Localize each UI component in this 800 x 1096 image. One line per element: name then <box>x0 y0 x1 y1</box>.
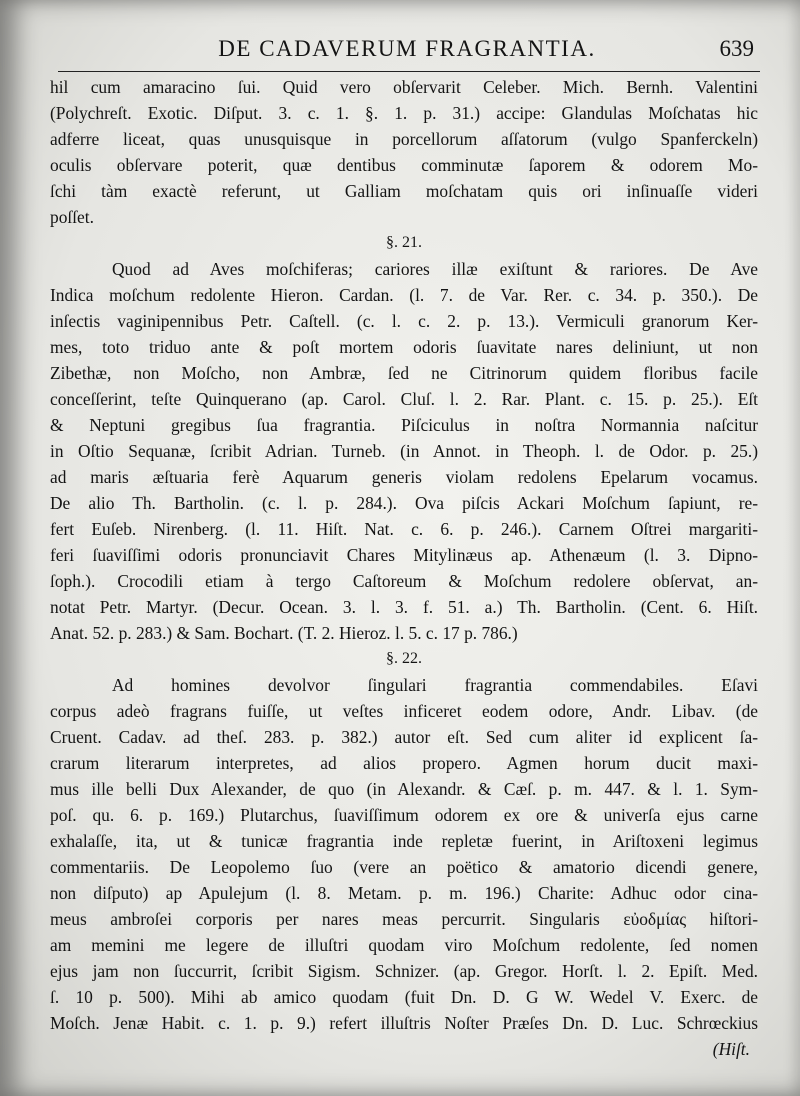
text-line: commentariis. De Leopolemo ſuo (vere an poëtico & amatorio dicendi genere, <box>50 857 758 877</box>
text-line: hil cum amaracino ſui. Quid vero obſervarit Celeber. Mich. Bernh. Valentini <box>50 77 758 97</box>
text-line: in Oſtio Sequanæ, ſcribit Adrian. Turneb. (in Annot. in Theoph. l. de Odor. p. 25.) <box>50 441 758 461</box>
text-line: poſſet. <box>50 207 94 227</box>
text-line: corpus adeò fragrans fuiſſe, ut veſtes inficeret eodem odore, Andr. Libav. (de <box>50 701 758 721</box>
text-line: adferre liceat, quas unusquisque in porcellorum aſſatorum (vulgo Spanferckeln) <box>50 129 758 149</box>
text-line: am memini me legere de illuſtri quodam viro Moſchum redolente, ſed nomen <box>50 935 758 955</box>
body-text <box>50 74 758 1062</box>
section-heading: §. 22. <box>386 650 422 667</box>
text-line: ejus jam non ſuccurrit, ſcribit Sigism. Schnizer. (ap. Gregor. Horſt. l. 2. Epiſt. Med. <box>50 961 758 981</box>
text-line: meus ambroſei corporis per nares meas percurrit. Singularis εὐοδμίας hiſtori- <box>50 909 758 929</box>
text-line: De alio Th. Bartholin. (c. l. p. 284.). Ova piſcis Ackari Moſchum ſapiunt, re- <box>50 493 758 513</box>
text-line: Moſch. Jenæ Habit. c. 1. p. 9.) refert illuſtris Noſter Præſes Dn. D. Luc. Schrœckius <box>50 1013 758 1033</box>
running-head <box>58 32 756 72</box>
text-line: conceſſerint, teſte Quinquerano (ap. Carol. Cluſ. l. 2. Rar. Plant. c. 15. p. 25.). Eſt <box>50 389 758 409</box>
text-line: ſ. 10 p. 500). Mihi ab amico quodam (fuit Dn. D. G W. Wedel V. Exerc. de <box>50 987 758 1007</box>
text-line: poſ. qu. 6. p. 169.) Plutarchus, ſuaviſſimum odorem ex ore & univerſa ejus carne <box>50 805 758 825</box>
text-line: oculis obſervare poterit, quæ dentibus comminutæ ſaporem & odorem Mo- <box>50 155 758 175</box>
text-line: ſoph.). Crocodili etiam à tergo Caſtoreum & Moſchum redolere obſervat, an- <box>50 571 758 591</box>
catchword: (Hiſt. <box>712 1039 750 1059</box>
text-line: Zibethæ, non Moſcho, non Ambræ, ſed ne Citrinorum quidem floribus facile <box>50 363 758 383</box>
text-line: crarum literarum interpretes, ad alios propero. Agmen horum ducit maxi- <box>50 753 758 773</box>
text-line: Anat. 52. p. 283.) & Sam. Bochart. (T. 2. Hieroz. l. 5. c. 17 p. 786.) <box>50 623 518 643</box>
text-line: feri ſuaviſſimi odoris pronunciavit Chares Mitylinæus ap. Athenæum (l. 3. Dipno- <box>50 545 758 565</box>
text-line: Cruent. Cadav. ad theſ. 283. p. 382.) autor eſt. Sed cum aliter id explicent ſa- <box>50 727 758 747</box>
text-line: exhalaſſe, ita, ut & tunicæ fragrantia inde repletæ fuerint, in Ariſtoxeni legimus <box>50 831 758 851</box>
text-line: (Polychreſt. Exotic. Diſput. 3. c. 1. §. 1. p. 31.) accipe: Glandulas Moſchatas hic <box>50 103 758 123</box>
text-line: ſchi tàm exactè referunt, ut Galliam moſchatam quis ori inſinuaſſe videri <box>50 181 758 201</box>
text-line: Quod ad Aves moſchiferas; cariores illæ exiſtunt & rariores. De Ave <box>112 259 758 279</box>
text-line: fert Euſeb. Nirenberg. (l. 11. Hiſt. Nat. c. 6. p. 246.). Carnem Oſtrei margariti- <box>50 519 758 539</box>
text-line: inſectis vaginipennibus Petr. Caſtell. (c. l. c. 2. p. 13.). Vermiculi granorum Ker- <box>50 311 758 331</box>
running-title: DE CADAVERUM FRAGRANTIA. <box>218 36 596 61</box>
text-line: Ad homines devolvor ſingulari fragrantia commendabiles. Eſavi <box>112 675 758 695</box>
text-line: ad maris æſtuaria ferè Aquarum generis violam redolens Epelarum vocamus. <box>50 467 758 487</box>
section-heading: §. 21. <box>386 234 422 251</box>
text-line: mus ille belli Dux Alexander, de quo (in Alexandr. & Cæſ. p. m. 447. & l. 1. Sym- <box>50 779 758 799</box>
text-line: & Neptuni gregibus ſua fragrantia. Piſciculus in noſtra Normannia naſcitur <box>50 415 758 435</box>
text-line: mes, toto triduo ante & poſt mortem odoris ſuavitate nares deliniunt, ut non <box>50 337 758 357</box>
page-number: 639 <box>719 36 754 61</box>
text-line: non diſputo) ap Apulejum (l. 8. Metam. p. m. 196.) Charite: Adhuc odor cina- <box>50 883 758 903</box>
text-line: Indica moſchum redolente Hieron. Cardan. (l. 7. de Var. Rer. c. 34. p. 350.). De <box>50 285 758 305</box>
text-line: notat Petr. Martyr. (Decur. Ocean. 3. l. 3. f. 51. a.) Th. Bartholin. (Cent. 6. Hiſt. <box>50 597 758 617</box>
header-rule <box>58 71 760 72</box>
